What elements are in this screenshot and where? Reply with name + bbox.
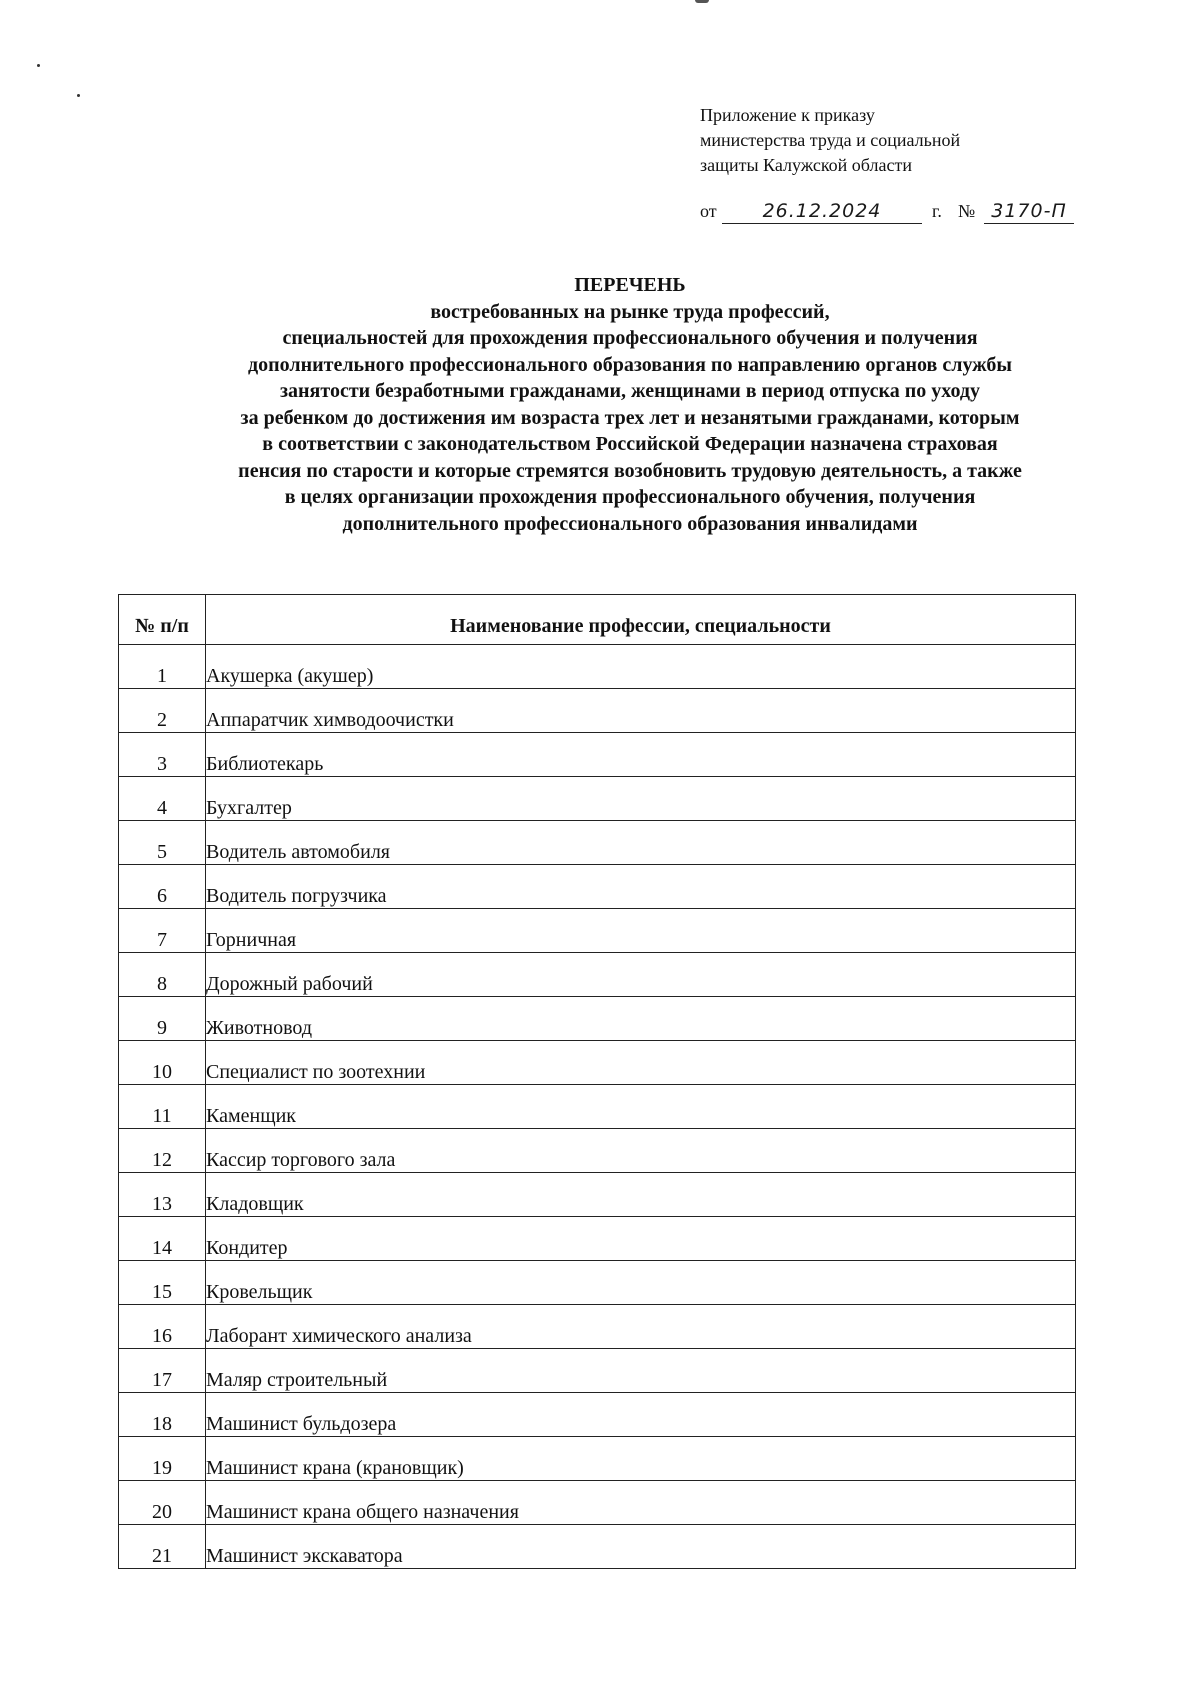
table-row	[119, 689, 1076, 733]
order-from-label: от	[700, 201, 717, 221]
row-number: 2	[119, 689, 206, 733]
row-number: 9	[119, 997, 206, 1041]
table-row	[119, 1041, 1076, 1085]
title-line: специальностей для прохождения профессионального обучения и получения	[282, 327, 978, 349]
professions-table	[118, 594, 1076, 1569]
title-line: пенсия по старости и которые стремятся возобновить трудовую деятельность, а также	[238, 459, 1022, 482]
appendix-header	[700, 103, 1100, 178]
profession-name: Лаборант химического анализа	[206, 1305, 1076, 1349]
profession-name: Кассир торгового зала	[206, 1129, 1076, 1173]
row-number: 10	[119, 1041, 206, 1085]
row-number: 14	[119, 1217, 206, 1261]
row-number: 7	[119, 909, 206, 953]
row-number: 16	[119, 1305, 206, 1349]
column-header-name: Наименование профессии, специальности	[206, 595, 1076, 645]
order-number-label: №	[958, 201, 976, 221]
profession-name: Машинист экскаватора	[206, 1525, 1076, 1569]
row-number: 5	[119, 821, 206, 865]
row-number: 15	[119, 1261, 206, 1305]
profession-name: Водитель погрузчика	[206, 865, 1076, 909]
order-number-handwritten: 3170-П	[984, 199, 1074, 224]
row-number: 11	[119, 1085, 206, 1129]
row-number: 4	[119, 777, 206, 821]
title-line: дополнительного профессионального образования по направлению органов службы	[247, 353, 1013, 376]
profession-name: Каменщик	[206, 1085, 1076, 1129]
table-row	[119, 1393, 1076, 1437]
order-year-label: г.	[932, 201, 942, 221]
title-line: занятости безработными гражданами, женщинами в период отпуска по уходу	[280, 380, 980, 402]
profession-name: Бухгалтер	[206, 777, 1076, 821]
document-title	[120, 272, 1140, 537]
table-row	[119, 645, 1076, 689]
scan-artifact-dot	[77, 94, 80, 97]
table-row	[119, 1437, 1076, 1481]
profession-name: Библиотекарь	[206, 733, 1076, 777]
profession-name: Горничная	[206, 909, 1076, 953]
scan-artifact-top	[695, 0, 709, 3]
profession-name: Маляр строительный	[206, 1349, 1076, 1393]
appendix-line: защиты Калужской области	[700, 155, 912, 175]
table-row	[119, 1261, 1076, 1305]
table-row	[119, 1085, 1076, 1129]
table-row	[119, 997, 1076, 1041]
table-row	[119, 1481, 1076, 1525]
title-line: дополнительного профессионального образования инвалидами	[342, 512, 918, 535]
scan-artifact-dot	[37, 64, 40, 67]
table-row	[119, 777, 1076, 821]
table-row	[119, 1173, 1076, 1217]
row-number: 18	[119, 1393, 206, 1437]
table-row	[119, 1525, 1076, 1569]
row-number: 12	[119, 1129, 206, 1173]
table-row	[119, 821, 1076, 865]
profession-name: Кровельщик	[206, 1261, 1076, 1305]
table-body	[119, 645, 1076, 1569]
profession-name: Животновод	[206, 997, 1076, 1041]
table-row	[119, 865, 1076, 909]
appendix-line: министерства труда и социальной	[700, 130, 961, 150]
row-number: 20	[119, 1481, 206, 1525]
order-date-handwritten: 26.12.2024	[722, 199, 922, 224]
row-number: 3	[119, 733, 206, 777]
title-line: в целях организации прохождения профессионального обучения, получения	[284, 486, 976, 508]
title-line: за ребенком до достижения им возраста трех лет и незанятыми гражданами, которым	[240, 406, 1020, 429]
table-row	[119, 1305, 1076, 1349]
row-number: 17	[119, 1349, 206, 1393]
profession-name: Машинист крана общего назначения	[206, 1481, 1076, 1525]
table-row	[119, 909, 1076, 953]
row-number: 19	[119, 1437, 206, 1481]
title-heading: ПЕРЕЧЕНЬ	[574, 274, 686, 296]
table-row	[119, 1217, 1076, 1261]
profession-name: Кондитер	[206, 1217, 1076, 1261]
profession-name: Аппаратчик химводоочистки	[206, 689, 1076, 733]
column-header-number: № п/п	[119, 595, 206, 645]
row-number: 1	[119, 645, 206, 689]
profession-name: Машинист крана (крановщик)	[206, 1437, 1076, 1481]
order-reference	[700, 196, 1080, 226]
profession-name: Специалист по зоотехнии	[206, 1041, 1076, 1085]
table-row	[119, 1349, 1076, 1393]
row-number: 13	[119, 1173, 206, 1217]
row-number: 21	[119, 1525, 206, 1569]
profession-name: Кладовщик	[206, 1173, 1076, 1217]
row-number: 6	[119, 865, 206, 909]
profession-name: Акушерка (акушер)	[206, 645, 1076, 689]
row-number: 8	[119, 953, 206, 997]
table-row	[119, 733, 1076, 777]
title-line: востребованных на рынке труда профессий,	[430, 300, 830, 323]
profession-name: Машинист бульдозера	[206, 1393, 1076, 1437]
profession-name: Водитель автомобиля	[206, 821, 1076, 865]
table-header-row	[119, 595, 1076, 645]
profession-name: Дорожный рабочий	[206, 953, 1076, 997]
table-row	[119, 1129, 1076, 1173]
appendix-line: Приложение к приказу	[700, 105, 875, 125]
title-line: в соответствии с законодательством Российской Федерации назначена страховая	[262, 433, 998, 455]
table-row	[119, 953, 1076, 997]
